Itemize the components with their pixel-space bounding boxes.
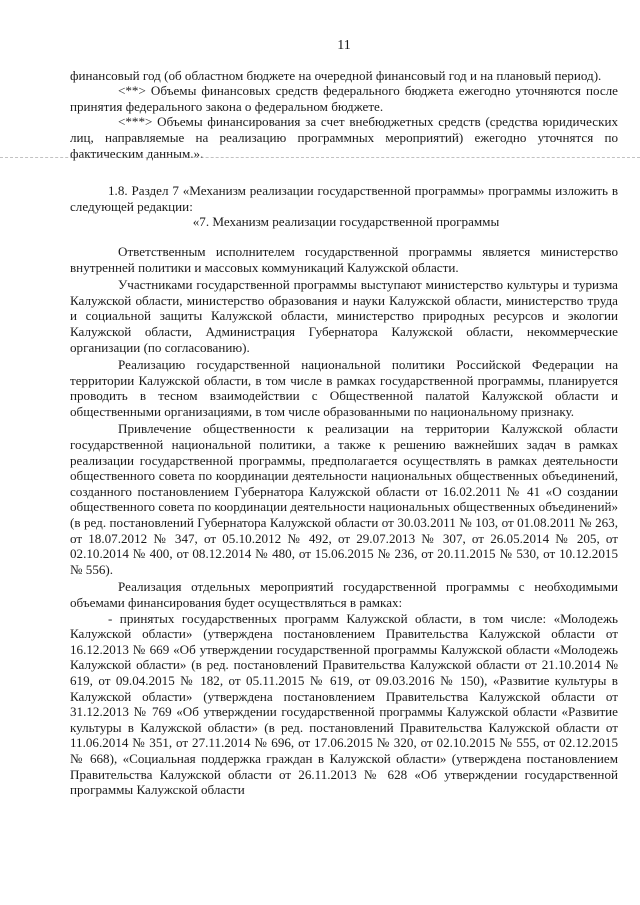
participants-paragraph: Участниками государственной программы выступают министерство культуры и туризма Калужской области, министерство образования и науки Калужской области, министерство труда и социальной защиты Калужской области, министерство природных ресурсов и экологии Калужской области, Администрация Губернатора Калужской области, некоммерческие организации (по согласованию). [70, 277, 618, 355]
state-programs-list-item: - принятых государственных программ Калужской области, в том числе: «Молодежь Калужской области» (утверждена постановлением Правительства Калужской области от 16.12.2013 № 669 «Об утверждении государственной программы Калужской области «Молодежь Калужской области» (в ред. постановлений Правительства Калужской области от 21.10.2014 № 619, от 09.04.2015 № 182, от 05.11.2015 № 619, от 09.03.2016 № 150), «Развитие культуры в Калужской области» (утверждена постановлением Правительства Калужской области от 31.12.2013 № 769 «Об утверждении государственной программы Калужской области «Развитие культуры в Калужской области» (в ред. постановлений Правительства Калужской области от 11.06.2014 № 351, от 27.11.2014 № 696, от 17.06.2015 № 320, от 02.10.2015 № 555, от 02.12.2015 № 668), «Социальная поддержка граждан в Калужской области» (утверждена постановлением Правительства Калужской области от 26.11.2013 № 628 «Об утверждении государственной программы Калужской области [70, 610, 618, 798]
scan-artifact-line [0, 157, 640, 158]
responsible-executor-paragraph: Ответственным исполнителем государственной программы является министерство внутренней политики и массовых коммуникаций Калужской области. [70, 243, 618, 275]
continuation-paragraph: финансовый год (об областном бюджете на очередной финансовый год и на плановый период). [70, 67, 602, 83]
section-heading: «7. Механизм реализации государственной программы [192, 214, 500, 230]
footnote-federal-budget: <**> Объемы финансовых средств федерального бюджета ежегодно уточняются после принятия федерального закона о федеральном бюджете. [70, 83, 618, 114]
implementation-intro-paragraph: Реализация отдельных мероприятий государственной программы с необходимыми объемами финансирования будет осуществляться в рамках: [70, 579, 618, 610]
public-involvement-paragraph: Привлечение общественности к реализации на территории Калужской области государственной национальной политики, а также к решению важнейших задач в рамках реализации государственной программы, предполагается осуществлять в рамках деятельности общественного совета по координации деятельности национальных общественных объединений, созданного постановлением Губернатора Калужской области от 16.02.2011 № 41 «О создании общественного совета по координации деятельности национальных общественных объединений» (в ред. постановлений Губернатора Калужской области от 30.03.2011 № 103, от 01.08.2011 № 263, от 18.07.2012 № 347, от 05.10.2012 № 492, от 29.07.2013 № 307, от 26.05.2014 № 205, от 02.10.2014 № 400, от 08.12.2014 № 480, от 15.06.2015 № 236, от 20.11.2015 № 530, от 10.12.2015 № 556). [70, 421, 618, 577]
page-number: 11 [337, 38, 351, 53]
national-policy-paragraph: Реализацию государственной национальной политики Российской Федерации на территории Калужской области, в том числе в рамках государственной программы, планируется проводить в тесном взаимодействии с Общественной палатой Калужской области и общественными организациями, в том числе образованными по национальному признаку. [70, 357, 618, 419]
amendment-clause: 1.8. Раздел 7 «Механизм реализации государственной программы» программы изложить в следующей редакции: [70, 183, 618, 214]
document-body [70, 68, 618, 798]
footnote-extrabudgetary: <***> Объемы финансирования за счет внебюджетных средств (средства юридических лиц, направляемые на реализацию программных мероприятий) ежегодно уточнятся по фактическим данным.». [70, 114, 618, 161]
